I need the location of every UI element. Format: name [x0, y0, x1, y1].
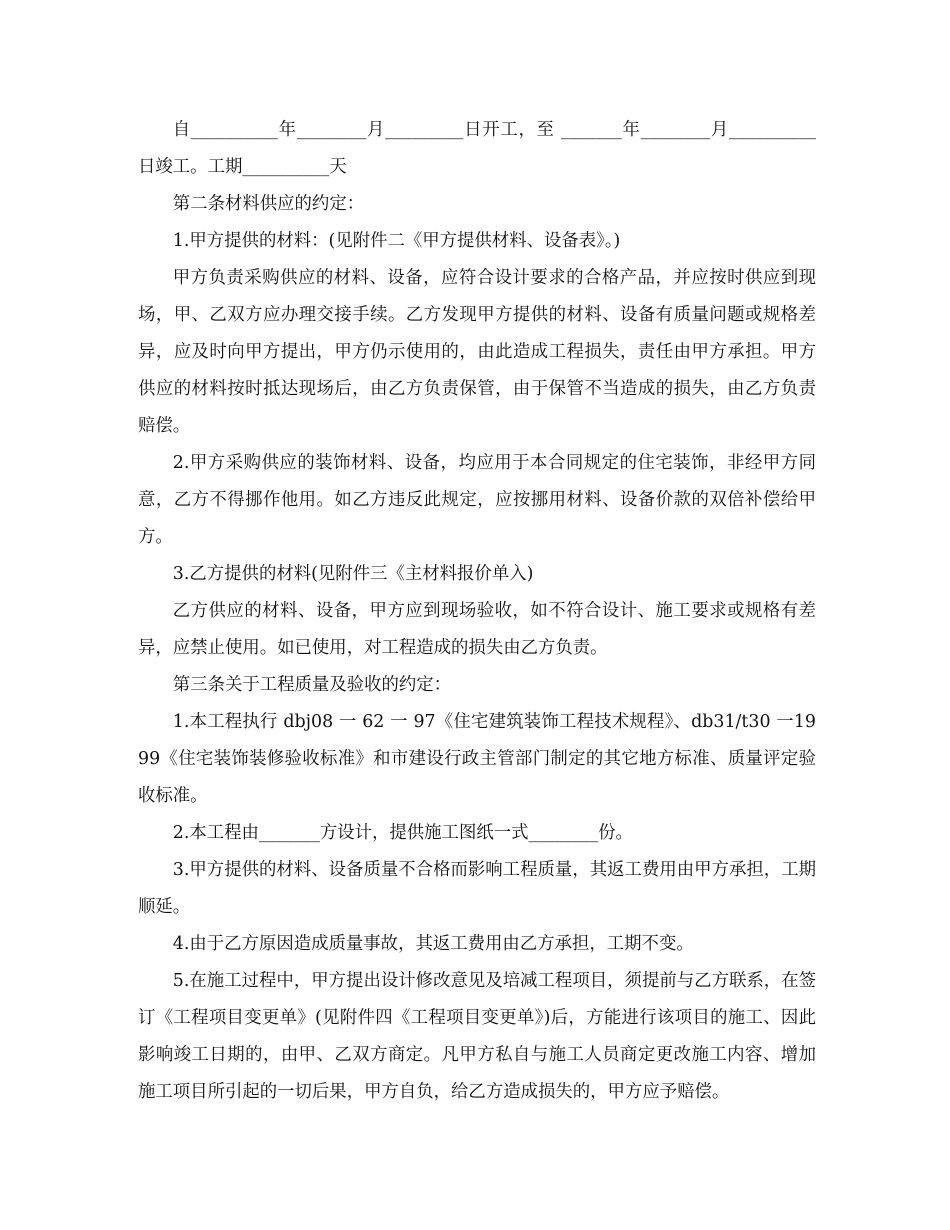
heading-article-2-material-supply: 第二条材料供应的约定： [172, 194, 365, 214]
paragraph-party-b-quality-accident: 4.由于乙方原因造成质量事故，其返工费用由乙方承担，工期不变。 [172, 934, 694, 954]
heading-article-3-quality: 第三条关于工程质量及验收的约定： [172, 675, 452, 695]
paragraph-party-a-procurement: 甲方负责采购供应的材料、设备，应符合设计要求的合格产品，并应按时供应到现场，甲、乙双方应办理交接手续。乙方发现甲方提供的材料、设备有质量问题或规格差异，应及时向甲方提出，甲方仍示使用的，由此造成工程损失，责任由甲方承担。甲方供应的材料按时抵达现场后，由乙方负责保管，由于保管不当造成的损失，由乙方负责赔偿。 [138, 268, 816, 436]
paragraph-party-a-materials: 1.甲方提供的材料：(见附件二《甲方提供材料、设备表》。) [172, 231, 621, 251]
paragraph-party-b-materials: 3.乙方提供的材料(见附件三《主材料报价单入) [172, 564, 534, 584]
paragraph-quality-standards: 1.本工程执行 dbj08 一 62 一 97《住宅建筑装饰工程技术规程》、db31/t30 一1999《住宅装饰装修验收标准》和市建设行政主管部门制定的其它地方标准、质量评定验收标准。 [138, 712, 816, 806]
document-body [138, 112, 816, 1111]
paragraph-party-a-quality-issue: 3.甲方提供的材料、设备质量不合格而影响工程质量，其返工费用由甲方承担，工期顺延。 [138, 860, 816, 917]
paragraph-design-drawings: 2.本工程由_______方设计，提供施工图纸一式________份。 [172, 823, 633, 843]
paragraph-party-a-decoration-materials: 2.甲方采购供应的装饰材料、设备，均应用于本合同规定的住宅装饰，非经甲方同意，乙方不得挪作他用。如乙方违反此规定，应按挪用材料、设备价款的双倍补偿给甲方。 [138, 453, 816, 547]
paragraph-construction-period: 自__________年________月_________日开工，至 _______年________月__________日竣工。工期__________天 [138, 120, 816, 177]
paragraph-design-changes: 5.在施工过程中，甲方提出设计修改意见及培减工程项目，须提前与乙方联系，在签订《工程项目变更单》(见附件四《工程项目变更单》)后，方能进行该项目的施工、因此影响竣工日期的，由甲、乙双方商定。凡甲方私自与施工人员商定更改施工内容、增加施工项目所引起的一切后果，甲方自负，给乙方造成损失的，甲方应予赔偿。 [138, 971, 816, 1102]
paragraph-party-b-supply: 乙方供应的材料、设备，甲方应到现场验收，如不符合设计、施工要求或规格有差异，应禁止使用。如已使用，对工程造成的损失由乙方负责。 [138, 601, 816, 658]
